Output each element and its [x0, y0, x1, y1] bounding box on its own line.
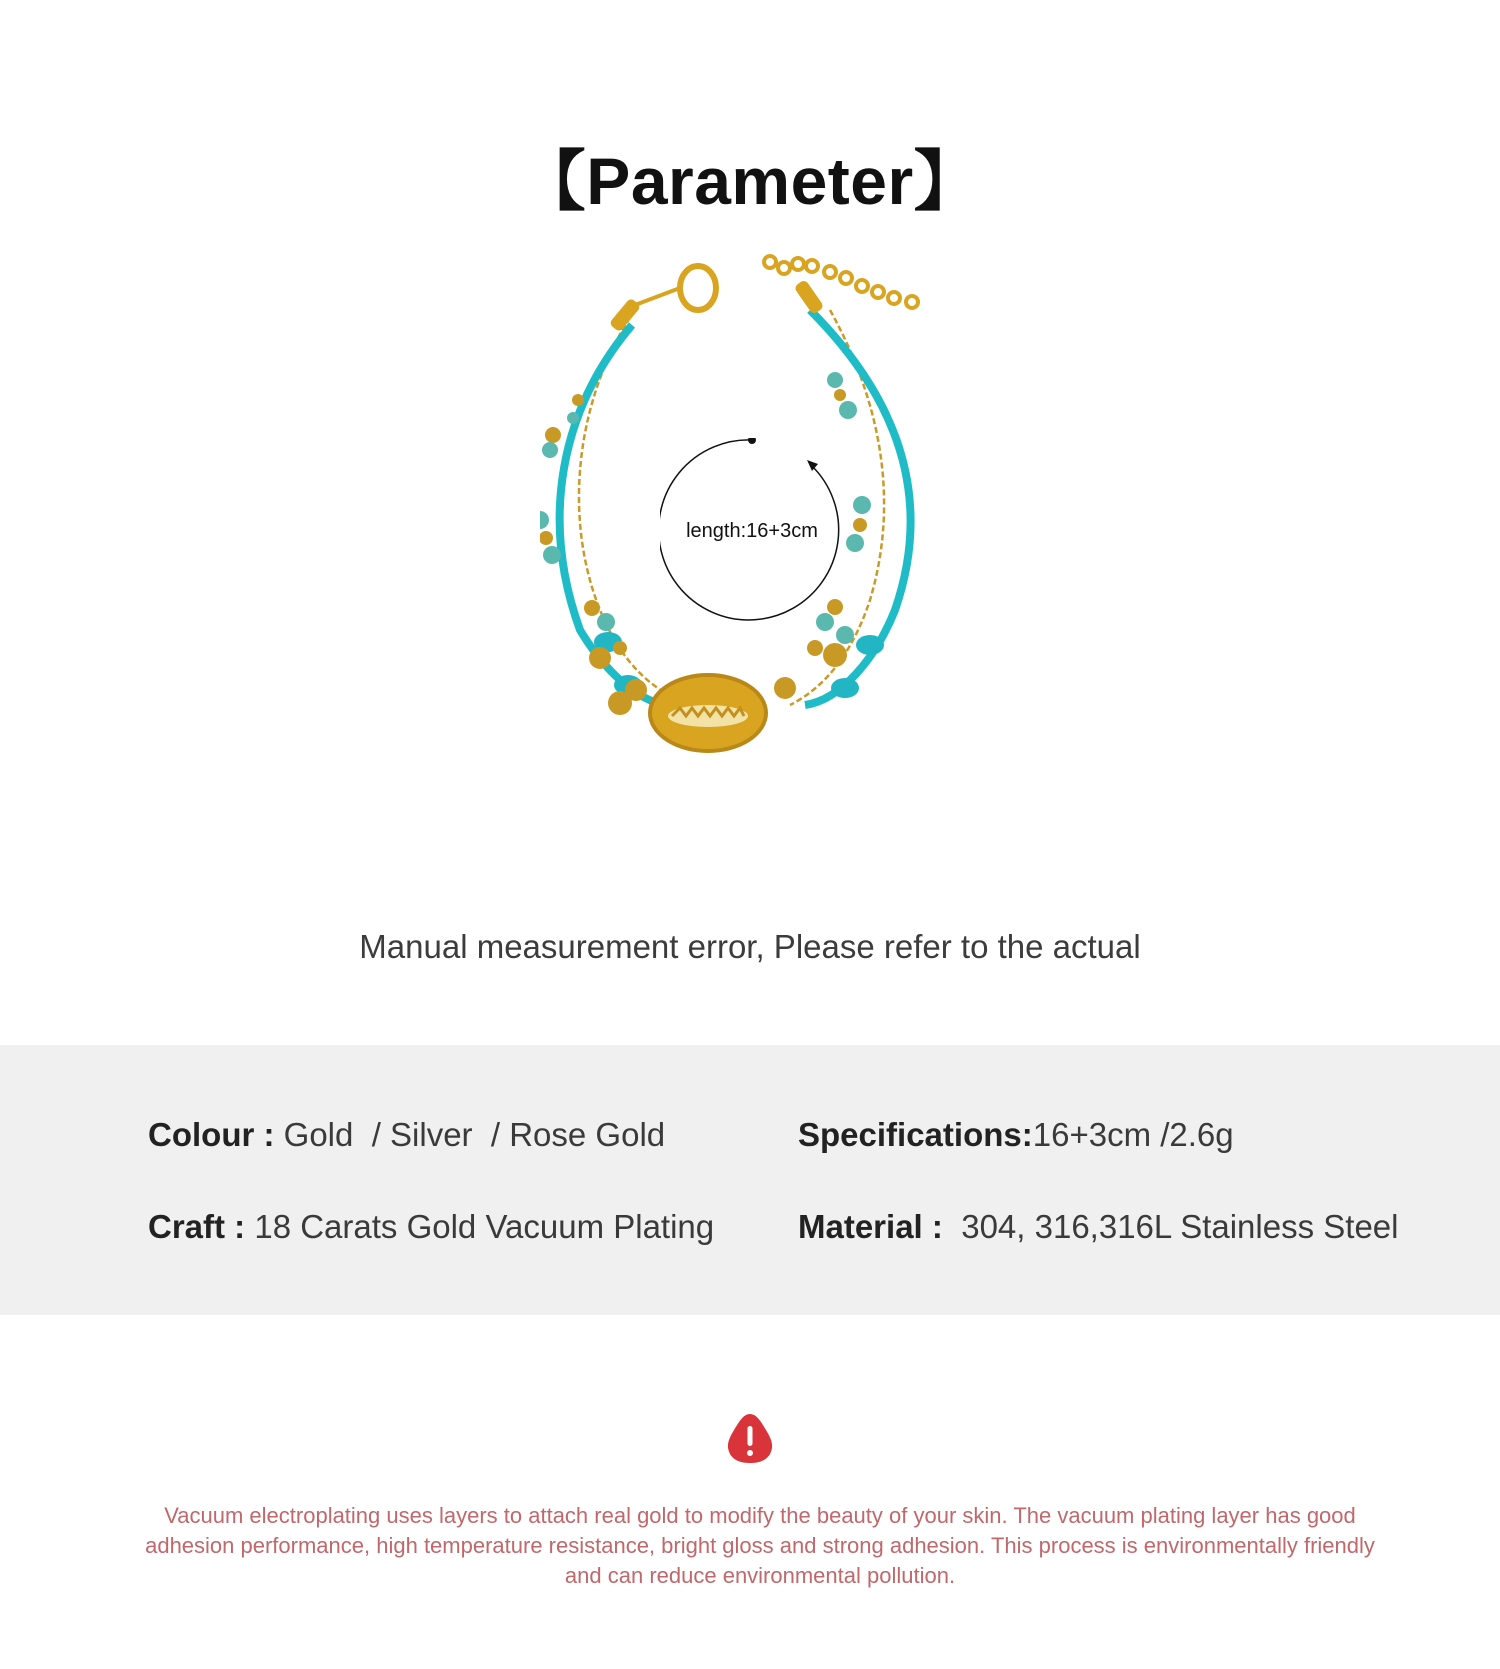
material-value: 304, 316,316L Stainless Steel [942, 1208, 1399, 1245]
spec-panel [0, 1045, 1500, 1315]
craft-value: 18 Carats Gold Vacuum Plating [245, 1208, 715, 1245]
measurement-note: Manual measurement error, Please refer to the actual [359, 928, 1141, 965]
spec-key: Specifications: [798, 1116, 1033, 1153]
craft-key: Craft : [148, 1208, 246, 1245]
colour-value: Gold / Silver / Rose Gold [274, 1116, 666, 1153]
craft-spec [148, 1208, 714, 1246]
size-spec [798, 1116, 1234, 1154]
exclamation-icon [726, 1412, 774, 1464]
length-label: length:16+3cm [686, 520, 818, 542]
page-title: 【Parameter】 [519, 144, 981, 218]
material-spec [798, 1208, 1398, 1246]
spec-value: 16+3cm /2.6g [1032, 1116, 1234, 1153]
colour-key: Colour : [148, 1116, 275, 1153]
plating-disclaimer: Vacuum electroplating uses layers to attach real gold to modify the beauty of your skin. The vacuum plating layer has good adhesion performance, high temperature resistance, bright gloss and strong adhesion. This process is environmentally friendly and can reduce environmental pollution. [145, 1503, 1375, 1588]
material-key: Material : [798, 1208, 943, 1245]
colour-spec [148, 1116, 665, 1154]
